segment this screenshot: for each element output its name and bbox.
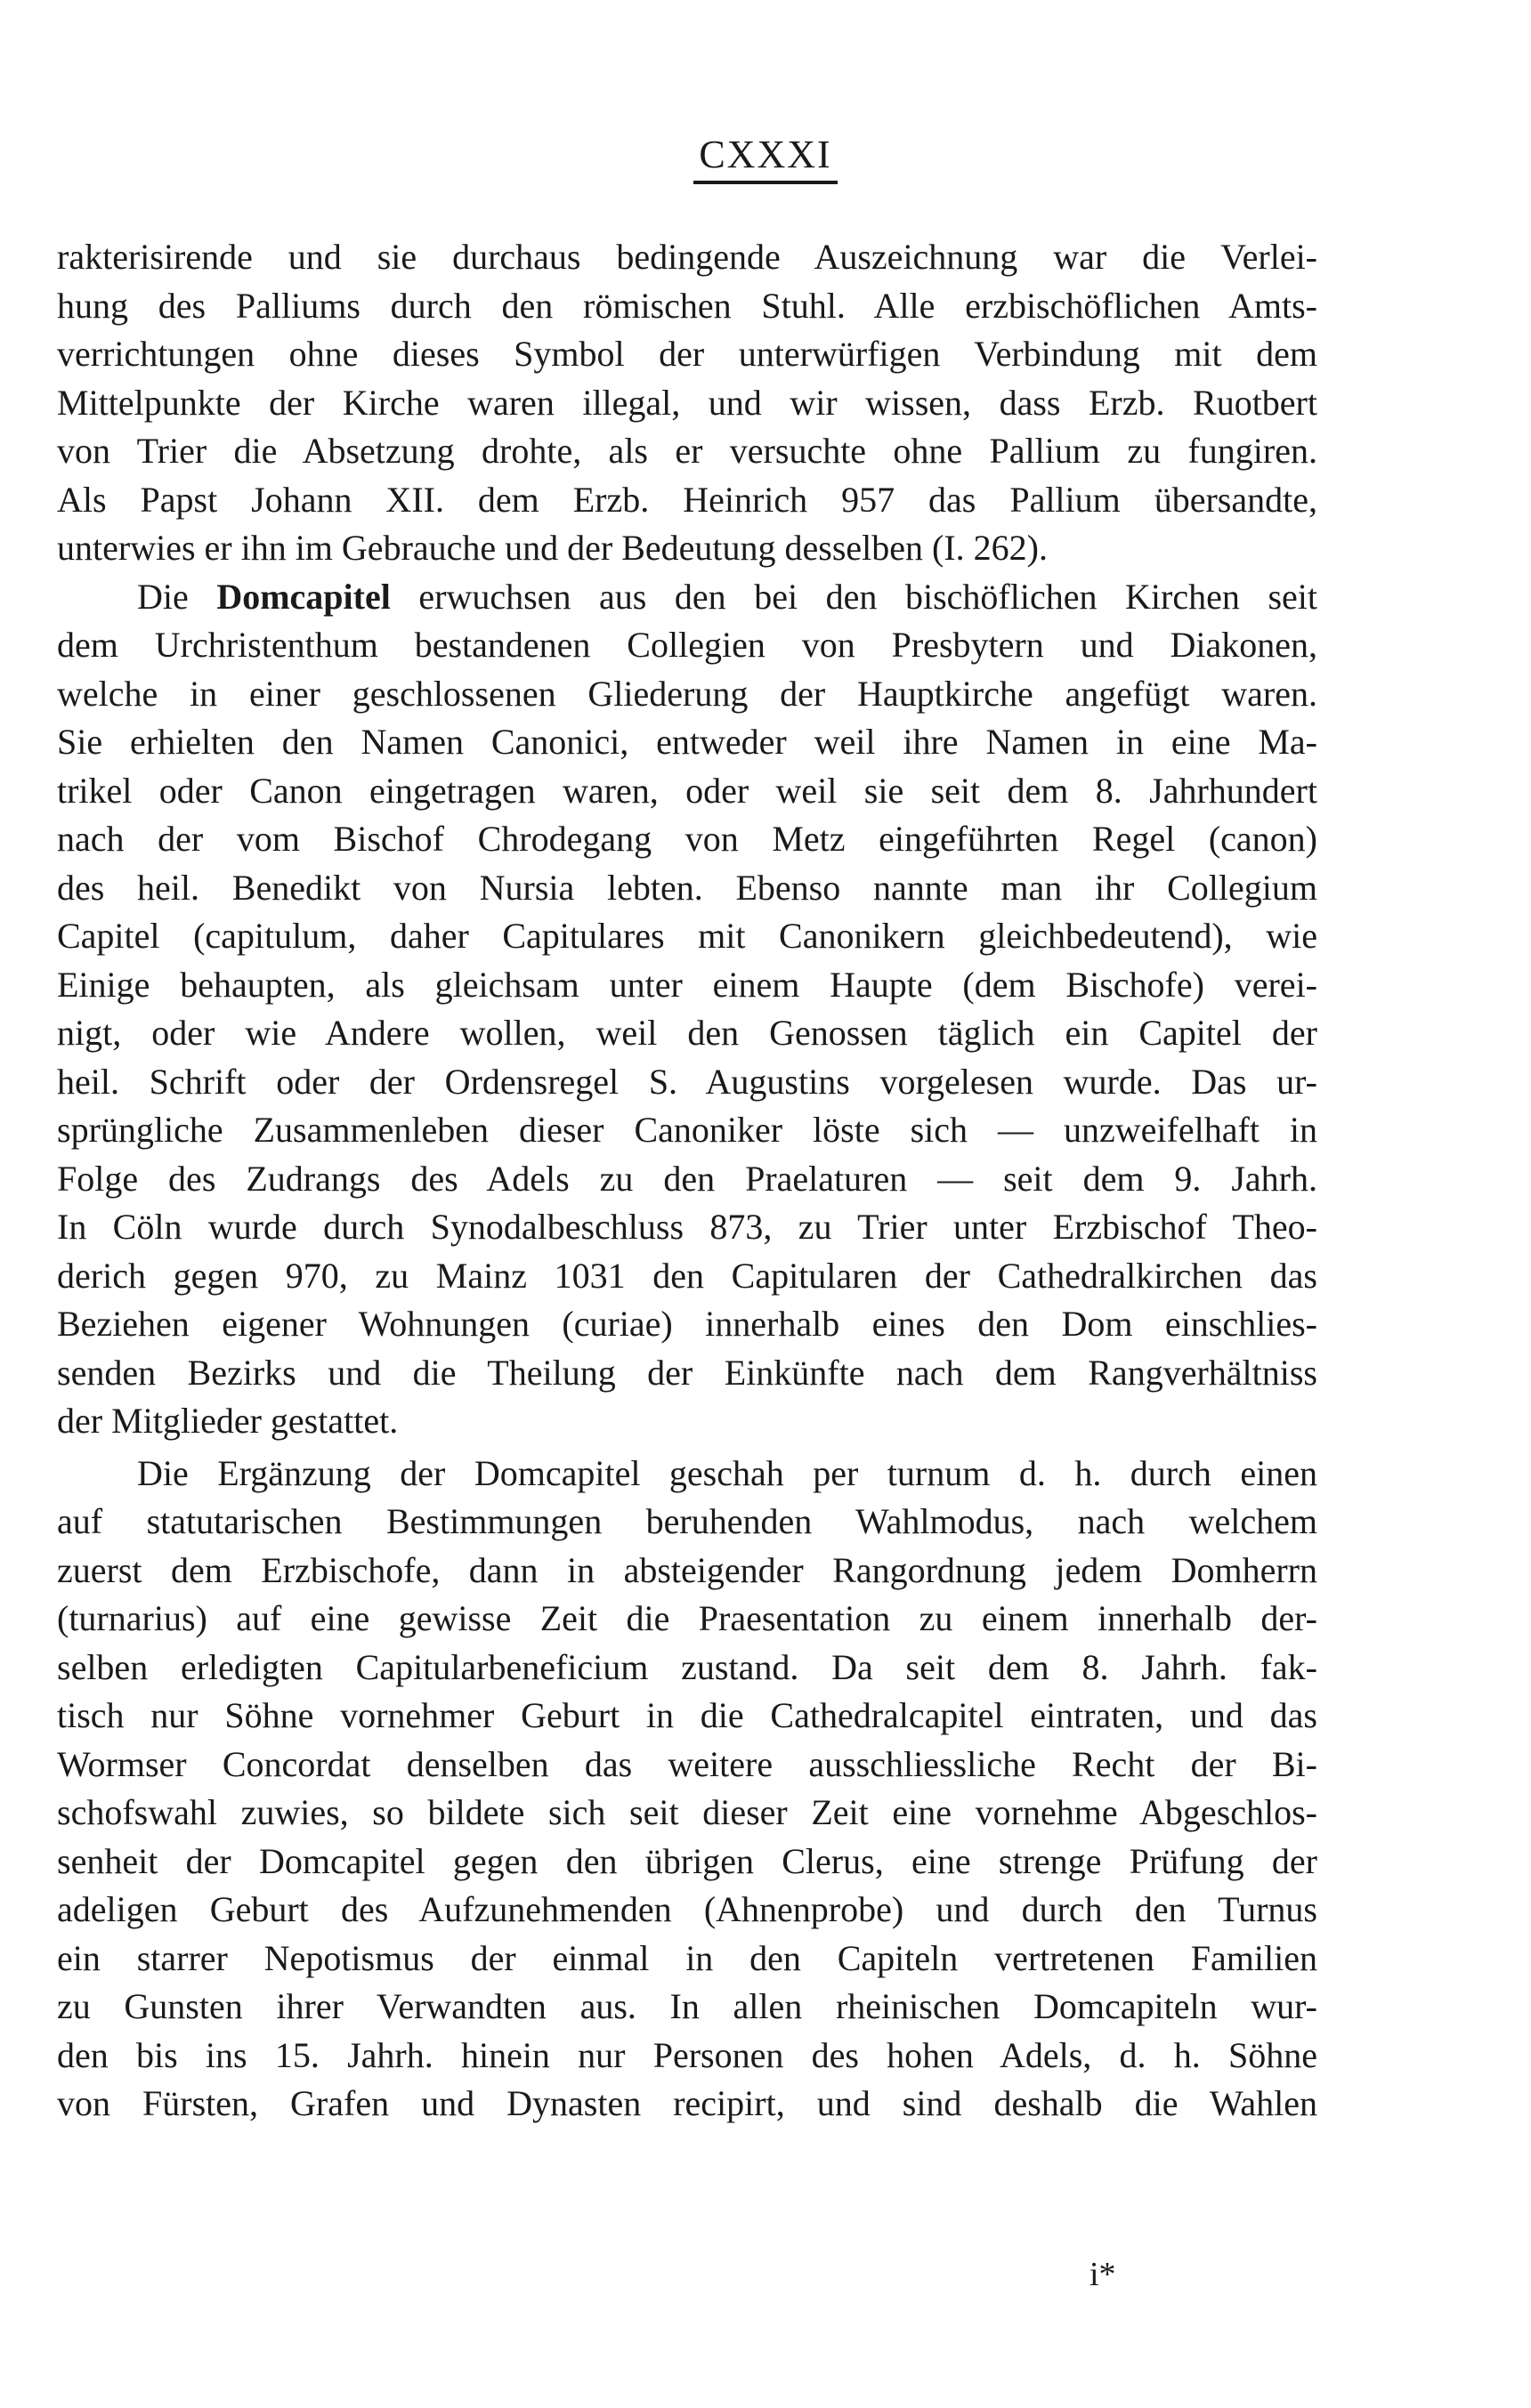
text-line: hung des Palliums durch den römischen Stuhl. Alle erzbischöflichen Amts- [57, 285, 1317, 326]
text-line: verrichtungen ohne dieses Symbol der unterwürfigen Verbindung mit dem [57, 334, 1317, 374]
text-line: Sie erhielten den Namen Canonici, entweder weil ihre Namen in eine Ma- [57, 722, 1317, 762]
text-line: In Cöln wurde durch Synodalbeschluss 873, zu Trier unter Erzbischof Theo- [57, 1207, 1317, 1247]
text-line: rakterisirende und sie durchaus bedingende Auszeichnung war die Verlei- [57, 237, 1317, 277]
text-line: Capitel (capitulum, daher Capitulares mit Canonikern gleichbedeutend), wie [57, 916, 1317, 956]
text-line: des heil. Benedikt von Nursia lebten. Ebenso nannte man ihr Collegium [57, 867, 1317, 908]
text-line: (turnarius) auf eine gewisse Zeit die Praesentation zu einem innerhalb der- [57, 1598, 1317, 1638]
text-line: unterwies er ihn im Gebrauche und der Bedeutung desselben (I. 262). [57, 528, 1048, 568]
text-line: Als Papst Johann XII. dem Erzb. Heinrich 957 das Pallium übersandte, [57, 479, 1317, 520]
text-line: Wormser Concordat denselben das weitere ausschliessliche Recht der Bi- [57, 1743, 1317, 1784]
text-line: der Mitglieder gestattet. [57, 1401, 399, 1441]
text-line: trikel oder Canon eingetragen waren, oder weil sie seit dem 8. Jahrhundert [57, 770, 1317, 811]
emphasized-term: Domcapitel [216, 576, 391, 617]
page-header [0, 132, 1531, 184]
text-line: senden Bezirks und die Theilung der Einkünfte nach dem Rangverhältniss [57, 1352, 1317, 1393]
text-line: schofswahl zuwies, so bildete sich seit dieser Zeit eine vornehme Abgeschlos- [57, 1792, 1317, 1832]
body-text [57, 233, 1317, 2129]
text-segment: erwuchsen aus den bei den bischöflichen Kirchen seit [390, 576, 1317, 617]
text-line: Die Ergänzung der Domcapitel geschah per turnum d. h. durch einen [137, 1452, 1317, 1493]
text-line: nigt, oder wie Andere wollen, weil den Genossen täglich ein Capitel der [57, 1013, 1317, 1053]
text-line: zu Gunsten ihrer Verwandten aus. In allen rheinischen Domcapiteln wur- [57, 1986, 1317, 2026]
paragraph-domcapitel [57, 573, 1317, 1446]
text-line: nach der vom Bischof Chrodegang von Metz eingeführten Regel (canon) [57, 819, 1317, 859]
text-line: senheit der Domcapitel gegen den übrigen Clerus, eine strenge Prüfung der [57, 1840, 1317, 1881]
text-line: derich gegen 970, zu Mainz 1031 den Capitularen der Cathedralkirchen das [57, 1255, 1317, 1296]
text-line: ein starrer Nepotismus der einmal in den Capiteln vertretenen Familien [57, 1937, 1317, 1978]
text-line: selben erledigten Capitularbeneficium zustand. Da seit dem 8. Jahrh. fak- [57, 1646, 1317, 1687]
text-line: welche in einer geschlossenen Gliederung der Hauptkirche angefügt waren. [57, 673, 1317, 714]
text-line: von Fürsten, Grafen und Dynasten recipirt, und sind deshalb die Wahlen [57, 2083, 1317, 2123]
text-line: adeligen Geburt des Aufzunehmenden (Ahnenprobe) und durch den Turnus [57, 1889, 1317, 1929]
text-segment: Die [137, 576, 217, 617]
text-line: zuerst dem Erzbischofe, dann in absteigender Rangordnung jedem Domherrn [57, 1549, 1317, 1590]
text-line: heil. Schrift oder der Ordensregel S. Augustins vorgelesen wurde. Das ur- [57, 1061, 1317, 1102]
text-line: sprüngliche Zusammenleben dieser Canoniker löste sich — unzweifelhaft in [57, 1110, 1317, 1150]
paragraph-pallium [57, 233, 1317, 573]
text-line: tisch nur Söhne vornehmer Geburt in die Cathedralcapitel eintraten, und das [57, 1695, 1317, 1735]
page-number: CXXXI [693, 132, 837, 184]
text-line [57, 573, 1317, 622]
paragraph-ergaenzung [57, 1450, 1317, 2129]
text-line: auf statutarischen Bestimmungen beruhenden Wahlmodus, nach welchem [57, 1501, 1317, 1541]
text-line: Mittelpunkte der Kirche waren illegal, und wir wissen, dass Erzb. Ruotbert [57, 382, 1317, 423]
text-line: dem Urchristenthum bestandenen Collegien von Presbytern und Diakonen, [57, 625, 1317, 665]
text-line: von Trier die Absetzung drohte, als er versuchte ohne Pallium zu fungiren. [57, 431, 1317, 471]
text-line: Beziehen eigener Wohnungen (curiae) innerhalb eines den Dom einschlies- [57, 1304, 1317, 1344]
signature-mark: i* [1090, 2256, 1116, 2293]
text-line: den bis ins 15. Jahrh. hinein nur Personen des hohen Adels, d. h. Söhne [57, 2034, 1317, 2075]
text-line: Folge des Zudrangs des Adels zu den Praelaturen — seit dem 9. Jahrh. [57, 1158, 1317, 1199]
text-line: Einige behaupten, als gleichsam unter einem Haupte (dem Bischofe) verei- [57, 964, 1317, 1005]
